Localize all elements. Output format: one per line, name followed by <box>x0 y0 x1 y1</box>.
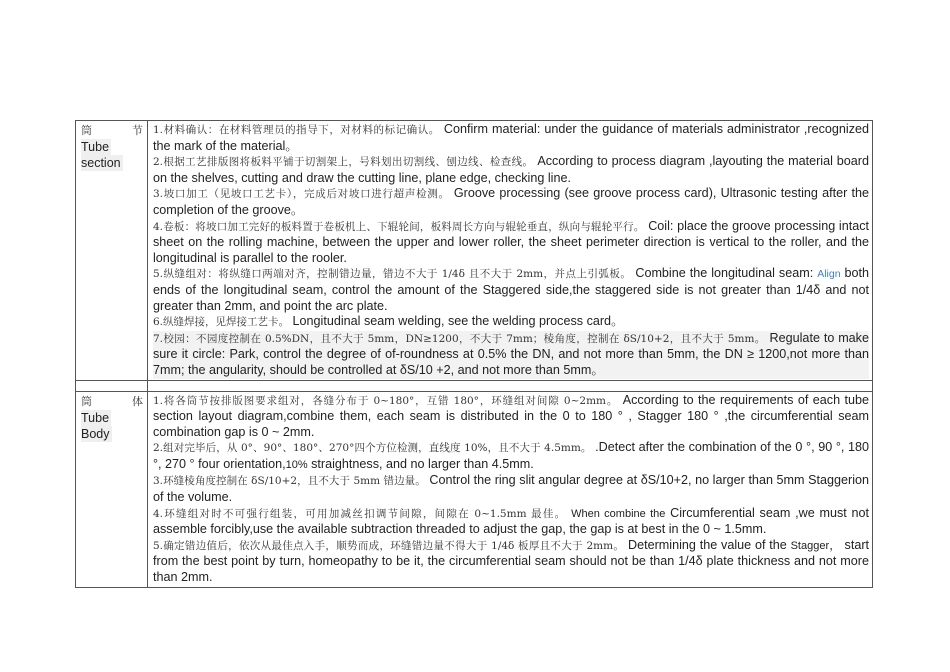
step-cn: 5.纵缝组对：将纵缝口两端对齐，控制错边量，错边不大于 1/4δ 且不大于 2mm，并点上引弧板。 <box>153 268 632 281</box>
label-cn-char: 节 <box>132 124 143 137</box>
step-cn: 2.根据工艺排版图将板料平铺于切割架上，号料划出切割线、刨边线、检查线。 <box>153 156 534 169</box>
step-cn: 3.环缝棱角度控制在 δS/10+2，且不大于 5mm 错边量。 <box>153 475 426 488</box>
step-en-small: When combine the <box>571 507 666 520</box>
label-cn-char: 筒 <box>81 394 92 408</box>
table-row-spacer <box>76 380 873 391</box>
step-en: straightness, and no larger than 4.5mm. <box>307 456 534 471</box>
spacer-cell <box>76 380 148 391</box>
step-item <box>153 314 869 331</box>
step-item <box>153 538 869 586</box>
section-label-en: Body <box>81 426 110 441</box>
step-item <box>153 266 869 314</box>
step-cn: 1.材料确认：在材料管理员的指导下，对材料的标记确认。 <box>153 124 440 136</box>
section-label-en: Tube <box>81 140 110 154</box>
step-en: Control the ring slit angular degree at δS/10+2, no larger than 5mm Staggerion of the volume. <box>153 473 870 505</box>
step-item <box>153 473 869 505</box>
step-en: Regulate to make sure it circle: Park, control the degree of of-roundness at 0.5% the DN, and not more than 5mm, the DN ≥ 1200,not more than 7mm; the angularity, should be controlled at δS/10 +2, and not more than 5mm。 <box>153 330 869 377</box>
step-cn: 4.环缝组对时不可强行组装，可用加减丝扣调节间隙，间隙在 0~1.5mm 最佳。 <box>153 507 567 520</box>
step-cn: 6.纵缝焊接，见焊接工艺卡。 <box>153 316 290 329</box>
step-en-small: Stagger， <box>790 539 841 552</box>
section-label-en: Tube <box>81 410 110 425</box>
spacer-cell <box>148 380 873 391</box>
section-label-en: section <box>81 156 121 170</box>
table-row-tube-body <box>76 391 873 587</box>
step-cn: 3.坡口加工（见坡口工艺卡），完成后对坡口进行超声检测。 <box>153 188 450 201</box>
step-item <box>153 154 869 186</box>
step-en: Coil: place the groove processing intact sheet on the rolling machine, between the upper and lower roller, the sheet perimeter direction is vertical to the roller, and the longitudinal is parallel to the rooler. <box>153 218 869 265</box>
step-item <box>153 440 869 473</box>
section-content-cell <box>148 391 873 587</box>
step-en-small: 10% <box>285 458 308 471</box>
step-en-highlight: Align <box>817 268 841 281</box>
step-en: According to the requirements of each tube section layout diagram,combine them, each seam is distributed in the 0 to 180 ° , Stagger 180 ° ,the circumferential seam combination gap is 0 ~ 2mm. <box>153 392 870 439</box>
section-label-cell <box>76 121 148 381</box>
step-en: .Detect after the combination of the 0 °, 90 °, 180 °, 270 ° four orientation, <box>153 440 869 471</box>
step-en: Combine the longitudinal seam: <box>635 266 814 281</box>
step-item <box>153 186 869 218</box>
process-table <box>75 120 873 588</box>
step-item <box>153 331 869 379</box>
step-en: Determining the value of the <box>628 537 787 552</box>
step-item <box>153 393 869 441</box>
step-cn: 7.校园：不园度控制在 0.5%DN，且不大于 5mm，DN≥1200，不大于 7mm；棱角度，控制在 δS/10+2，且不大于 5mm。 <box>153 332 766 345</box>
step-cn: 5.确定错边值后，依次从最佳点入手，顺势而成，环缝错边量不得大于 1/4δ 板厚且不大于 2mm。 <box>153 539 625 552</box>
label-cn-char: 体 <box>132 394 143 408</box>
section-label-cn <box>81 123 143 139</box>
section-content-cell <box>148 121 873 381</box>
step-en: Longitudinal seam welding, see the welding process card。 <box>292 314 624 329</box>
step-en: both ends of the longitudinal seam, control the amount of the Staggered side,the staggered side is not greater than 1/4δ and not greater than 2mm, and point the arc plate. <box>153 266 870 313</box>
step-en: Circumferential seam ,we must not assemble forcibly,use the available subtraction threaded to adjust the gap, the gap is at best in the 0 ~ 1.5mm. <box>153 505 870 537</box>
step-item <box>153 219 869 267</box>
step-item <box>153 506 869 538</box>
step-item <box>153 122 869 154</box>
step-en: According to process diagram ,layouting the material board on the shelves, cutting and draw the cutting line, plane edge, checking line. <box>153 154 870 185</box>
step-en: Confirm material: under the guidance of materials administrator ,recognized the mark of the material。 <box>153 122 870 153</box>
step-cn: 1.将各筒节按排版图要求组对，各缝分布于 0~180°，互错 180°，环缝组对间隙 0~2mm。 <box>153 394 619 407</box>
step-en: Groove processing (see groove process card), Ultrasonic testing after the completion of the groove。 <box>153 186 869 217</box>
step-cn: 4.卷板：将坡口加工完好的板料置于卷板机上、下辊轮间，板料周长方向与辊轮垂直，纵向与辊轮平行。 <box>153 220 645 233</box>
table-row-tube-section <box>76 121 873 381</box>
label-cn-char: 筒 <box>81 124 92 137</box>
section-label-cn <box>81 394 143 410</box>
section-label-cell <box>76 391 148 587</box>
step-en: start from the best point by turn, homeopathy to be it, the circumferential seam should not be than 1/4δ plate thickness and not more than 2mm. <box>153 537 870 585</box>
step-cn: 2.组对完毕后，从 0°、90°、180°、270°四个方位检测，直线度 10%，且不大于 4.5mm。 <box>153 442 592 455</box>
